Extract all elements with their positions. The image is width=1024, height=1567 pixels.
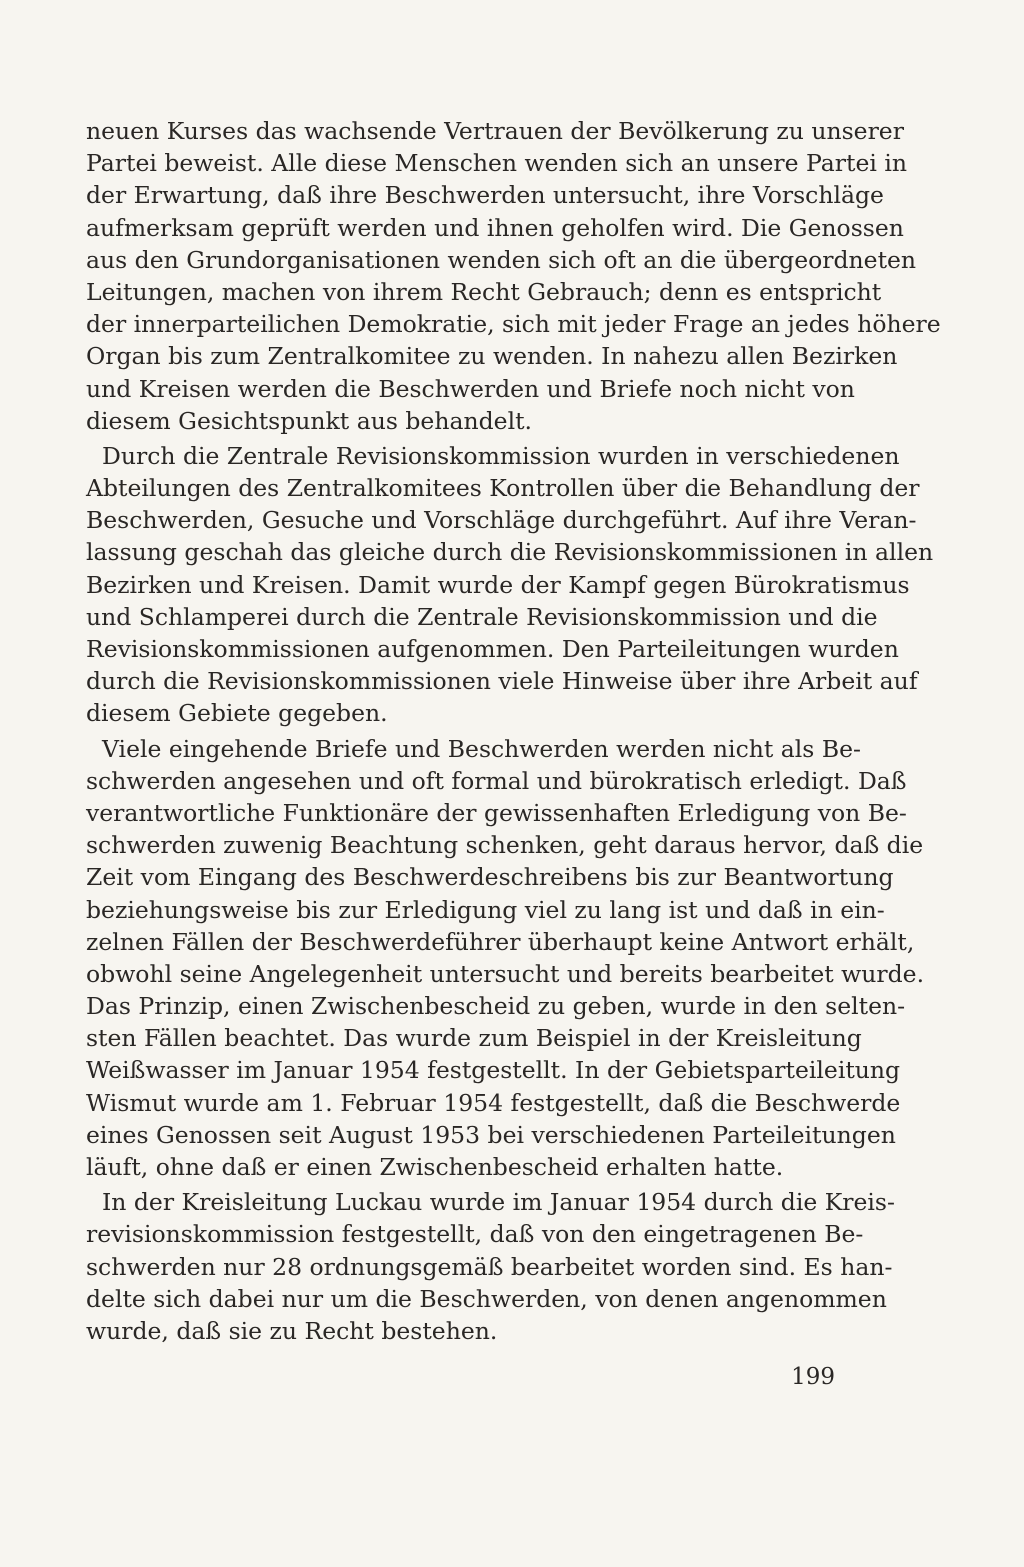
page-number: 199 bbox=[791, 1364, 835, 1390]
text-line: lassung geschah das gleiche durch die Revisionskommissionen in allen bbox=[86, 538, 934, 567]
text-line: revisionskommission festgestellt, daß von den eingetragenen Be- bbox=[86, 1220, 864, 1249]
text-line: Viele eingehende Briefe und Beschwerden werden nicht als Be- bbox=[102, 734, 861, 763]
text-line: Organ bis zum Zentralkomitee zu wenden. In nahezu allen Bezirken bbox=[86, 342, 898, 371]
text-line: Revisionskommissionen aufgenommen. Den Parteileitungen wurden bbox=[86, 635, 899, 663]
text-line: der innerparteilichen Demokratie, sich mit jeder Frage an jedes höhere bbox=[86, 310, 941, 339]
text-line: schwerden zuwenig Beachtung schenken, geht daraus hervor, daß die bbox=[86, 831, 924, 860]
text-line: durch die Revisionskommissionen viele Hinweise über ihre Arbeit auf bbox=[86, 667, 918, 696]
paragraph bbox=[86, 1186, 895, 1347]
text-line: schwerden nur 28 ordnungsgemäß bearbeitet worden sind. Es han- bbox=[86, 1252, 893, 1281]
text-line: Partei beweist. Alle diese Menschen wenden sich an unsere Partei in bbox=[86, 149, 908, 178]
text-line: diesem Gesichtspunkt aus behandelt. bbox=[86, 406, 532, 435]
text-line: zelnen Fällen der Beschwerdeführer überhaupt keine Antwort erhält, bbox=[86, 927, 915, 956]
text-line: und Kreisen werden die Beschwerden und Briefe noch nicht von bbox=[86, 374, 855, 403]
text-line: Weißwasser im Januar 1954 festgestellt. In der Gebietsparteileitung bbox=[86, 1056, 901, 1085]
body-text bbox=[86, 115, 941, 1347]
text-line: Leitungen, machen von ihrem Recht Gebrauch; denn es entspricht bbox=[86, 277, 882, 306]
text-line: Abteilungen des Zentralkomitees Kontrollen über die Behandlung der bbox=[86, 474, 920, 503]
text-line: neuen Kurses das wachsende Vertrauen der Bevölkerung zu unserer bbox=[86, 117, 904, 145]
text-line: läuft, ohne daß er einen Zwischenbescheid erhalten hatte. bbox=[86, 1153, 784, 1181]
text-line: Beschwerden, Gesuche und Vorschläge durchgeführt. Auf ihre Veran- bbox=[86, 506, 917, 535]
paragraph bbox=[86, 733, 925, 1184]
text-line: und Schlamperei durch die Zentrale Revisionskommission und die bbox=[86, 602, 878, 631]
text-line: sten Fällen beachtet. Das wurde zum Beispiel in der Kreisleitung bbox=[86, 1024, 862, 1053]
text-line: schwerden angesehen und oft formal und bürokratisch erledigt. Daß bbox=[86, 766, 907, 795]
text-line: obwohl seine Angelegenheit untersucht und bereits bearbeitet wurde. bbox=[86, 959, 925, 988]
text-line: Durch die Zentrale Revisionskommission wurden in verschiedenen bbox=[102, 441, 900, 470]
text-line: Wismut wurde am 1. Februar 1954 festgestellt, daß die Beschwerde bbox=[86, 1088, 901, 1117]
paragraph bbox=[86, 115, 941, 437]
text-line: Das Prinzip, einen Zwischenbescheid zu geben, wurde in den selten- bbox=[86, 992, 906, 1021]
text-line: aufmerksam geprüft werden und ihnen geholfen wird. Die Genossen bbox=[86, 213, 904, 242]
text-line: delte sich dabei nur um die Beschwerden, von denen angenommen bbox=[86, 1284, 887, 1313]
text-line: diesem Gebiete gegeben. bbox=[86, 699, 388, 728]
text-line: Zeit vom Eingang des Beschwerdeschreibens bis zur Beantwortung bbox=[86, 863, 894, 892]
paragraph bbox=[86, 440, 934, 730]
text-line: verantwortliche Funktionäre der gewissenhaften Erledigung von Be- bbox=[86, 798, 907, 827]
text-line: beziehungsweise bis zur Erledigung viel zu lang ist und daß in ein- bbox=[86, 895, 885, 924]
text-line: Bezirken und Kreisen. Damit wurde der Kampf gegen Bürokratismus bbox=[86, 570, 910, 599]
text-line: eines Genossen seit August 1953 bei verschiedenen Parteileitungen bbox=[86, 1120, 896, 1149]
text-line: aus den Grundorganisationen wenden sich oft an die übergeordneten bbox=[86, 245, 917, 274]
text-line: der Erwartung, daß ihre Beschwerden untersucht, ihre Vorschläge bbox=[86, 181, 884, 210]
text-line: wurde, daß sie zu Recht bestehen. bbox=[86, 1316, 498, 1345]
text-line: In der Kreisleitung Luckau wurde im Januar 1954 durch die Kreis- bbox=[102, 1188, 895, 1217]
